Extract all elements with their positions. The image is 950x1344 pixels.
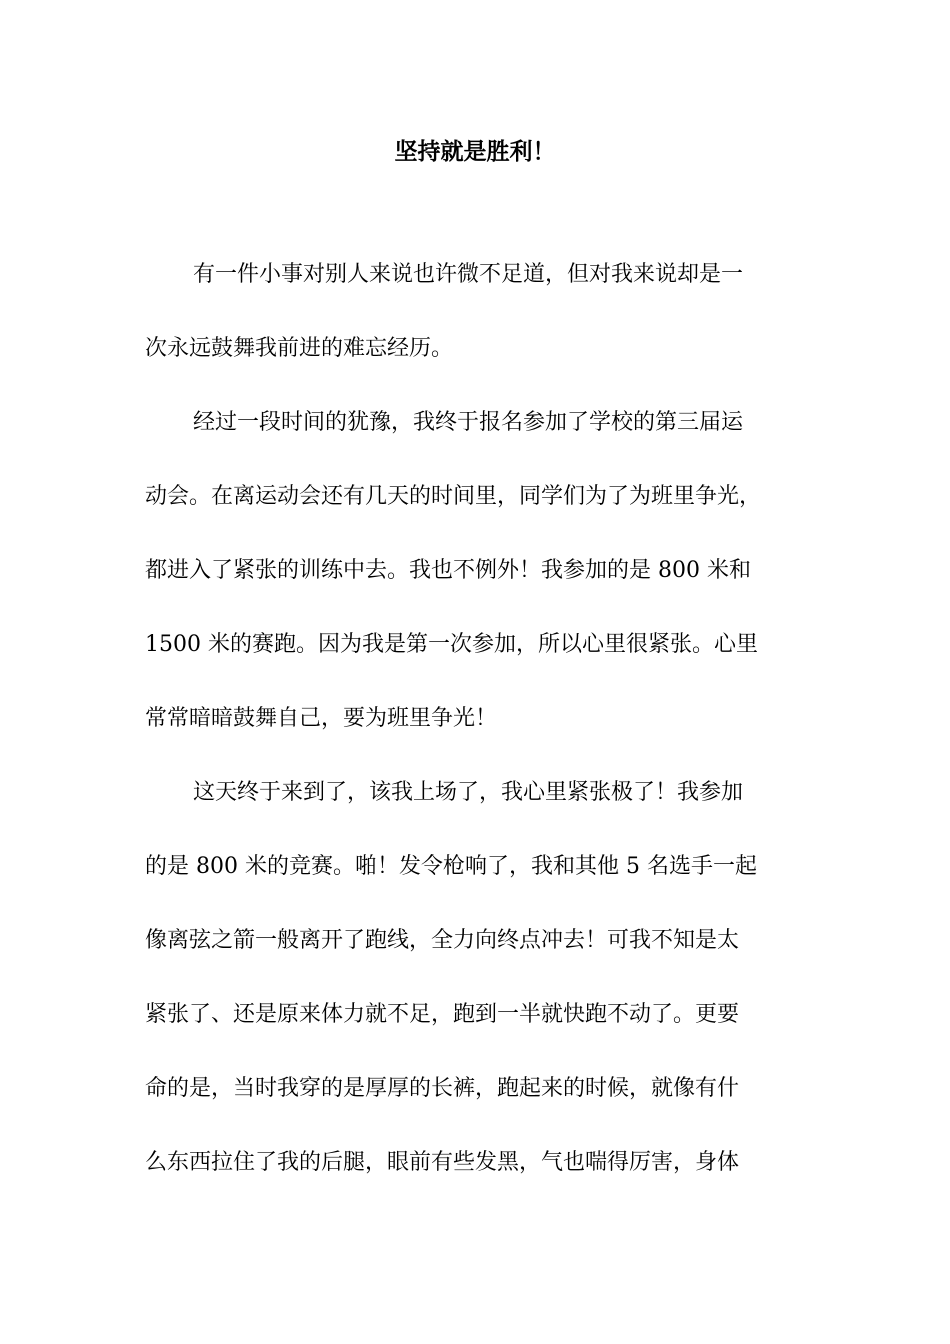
- paragraph-1-line-2: 次永远鼓舞我前进的难忘经历。: [145, 336, 454, 361]
- document-title: 坚持就是胜利！: [394, 139, 556, 165]
- paragraph-3-line-4: 紧张了、还是原来体力就不足，跑到一半就快跑不动了。更要: [145, 1002, 740, 1027]
- paragraph-2-line-1: 经过一段时间的犹豫，我终于报名参加了学校的第三届运: [193, 410, 744, 435]
- paragraph-2-line-5: 常常暗暗鼓舞自己，要为班里争光！: [145, 706, 498, 731]
- paragraph-2-line-4: 1500 米的赛跑。因为我是第一次参加，所以心里很紧张。心里: [145, 632, 758, 657]
- paragraph-2-line-2: 动会。在离运动会还有几天的时间里，同学们为了为班里争光，: [145, 484, 762, 509]
- paragraph-3-line-2: 的是 800 米的竞赛。啪！发令枪响了，我和其他 5 名选手一起: [145, 854, 757, 879]
- paragraph-3-line-6: 么东西拉住了我的后腿，眼前有些发黑，气也喘得厉害，身体: [145, 1150, 740, 1175]
- paragraph-3-line-3: 像离弦之箭一般离开了跑线，全力向终点冲去！可我不知是太: [145, 928, 740, 953]
- paragraph-3-line-5: 命的是，当时我穿的是厚厚的长裤，跑起来的时候，就像有什: [145, 1076, 740, 1101]
- document-body: [145, 253, 813, 1215]
- paragraph-3-line-1: 这天终于来到了，该我上场了，我心里紧张极了！我参加: [193, 780, 744, 805]
- paragraph-2-line-3: 都进入了紧张的训练中去。我也不例外！我参加的是 800 米和: [145, 558, 751, 583]
- paragraph-1-line-1: 有一件小事对别人来说也许微不足道，但对我来说却是一: [193, 262, 744, 287]
